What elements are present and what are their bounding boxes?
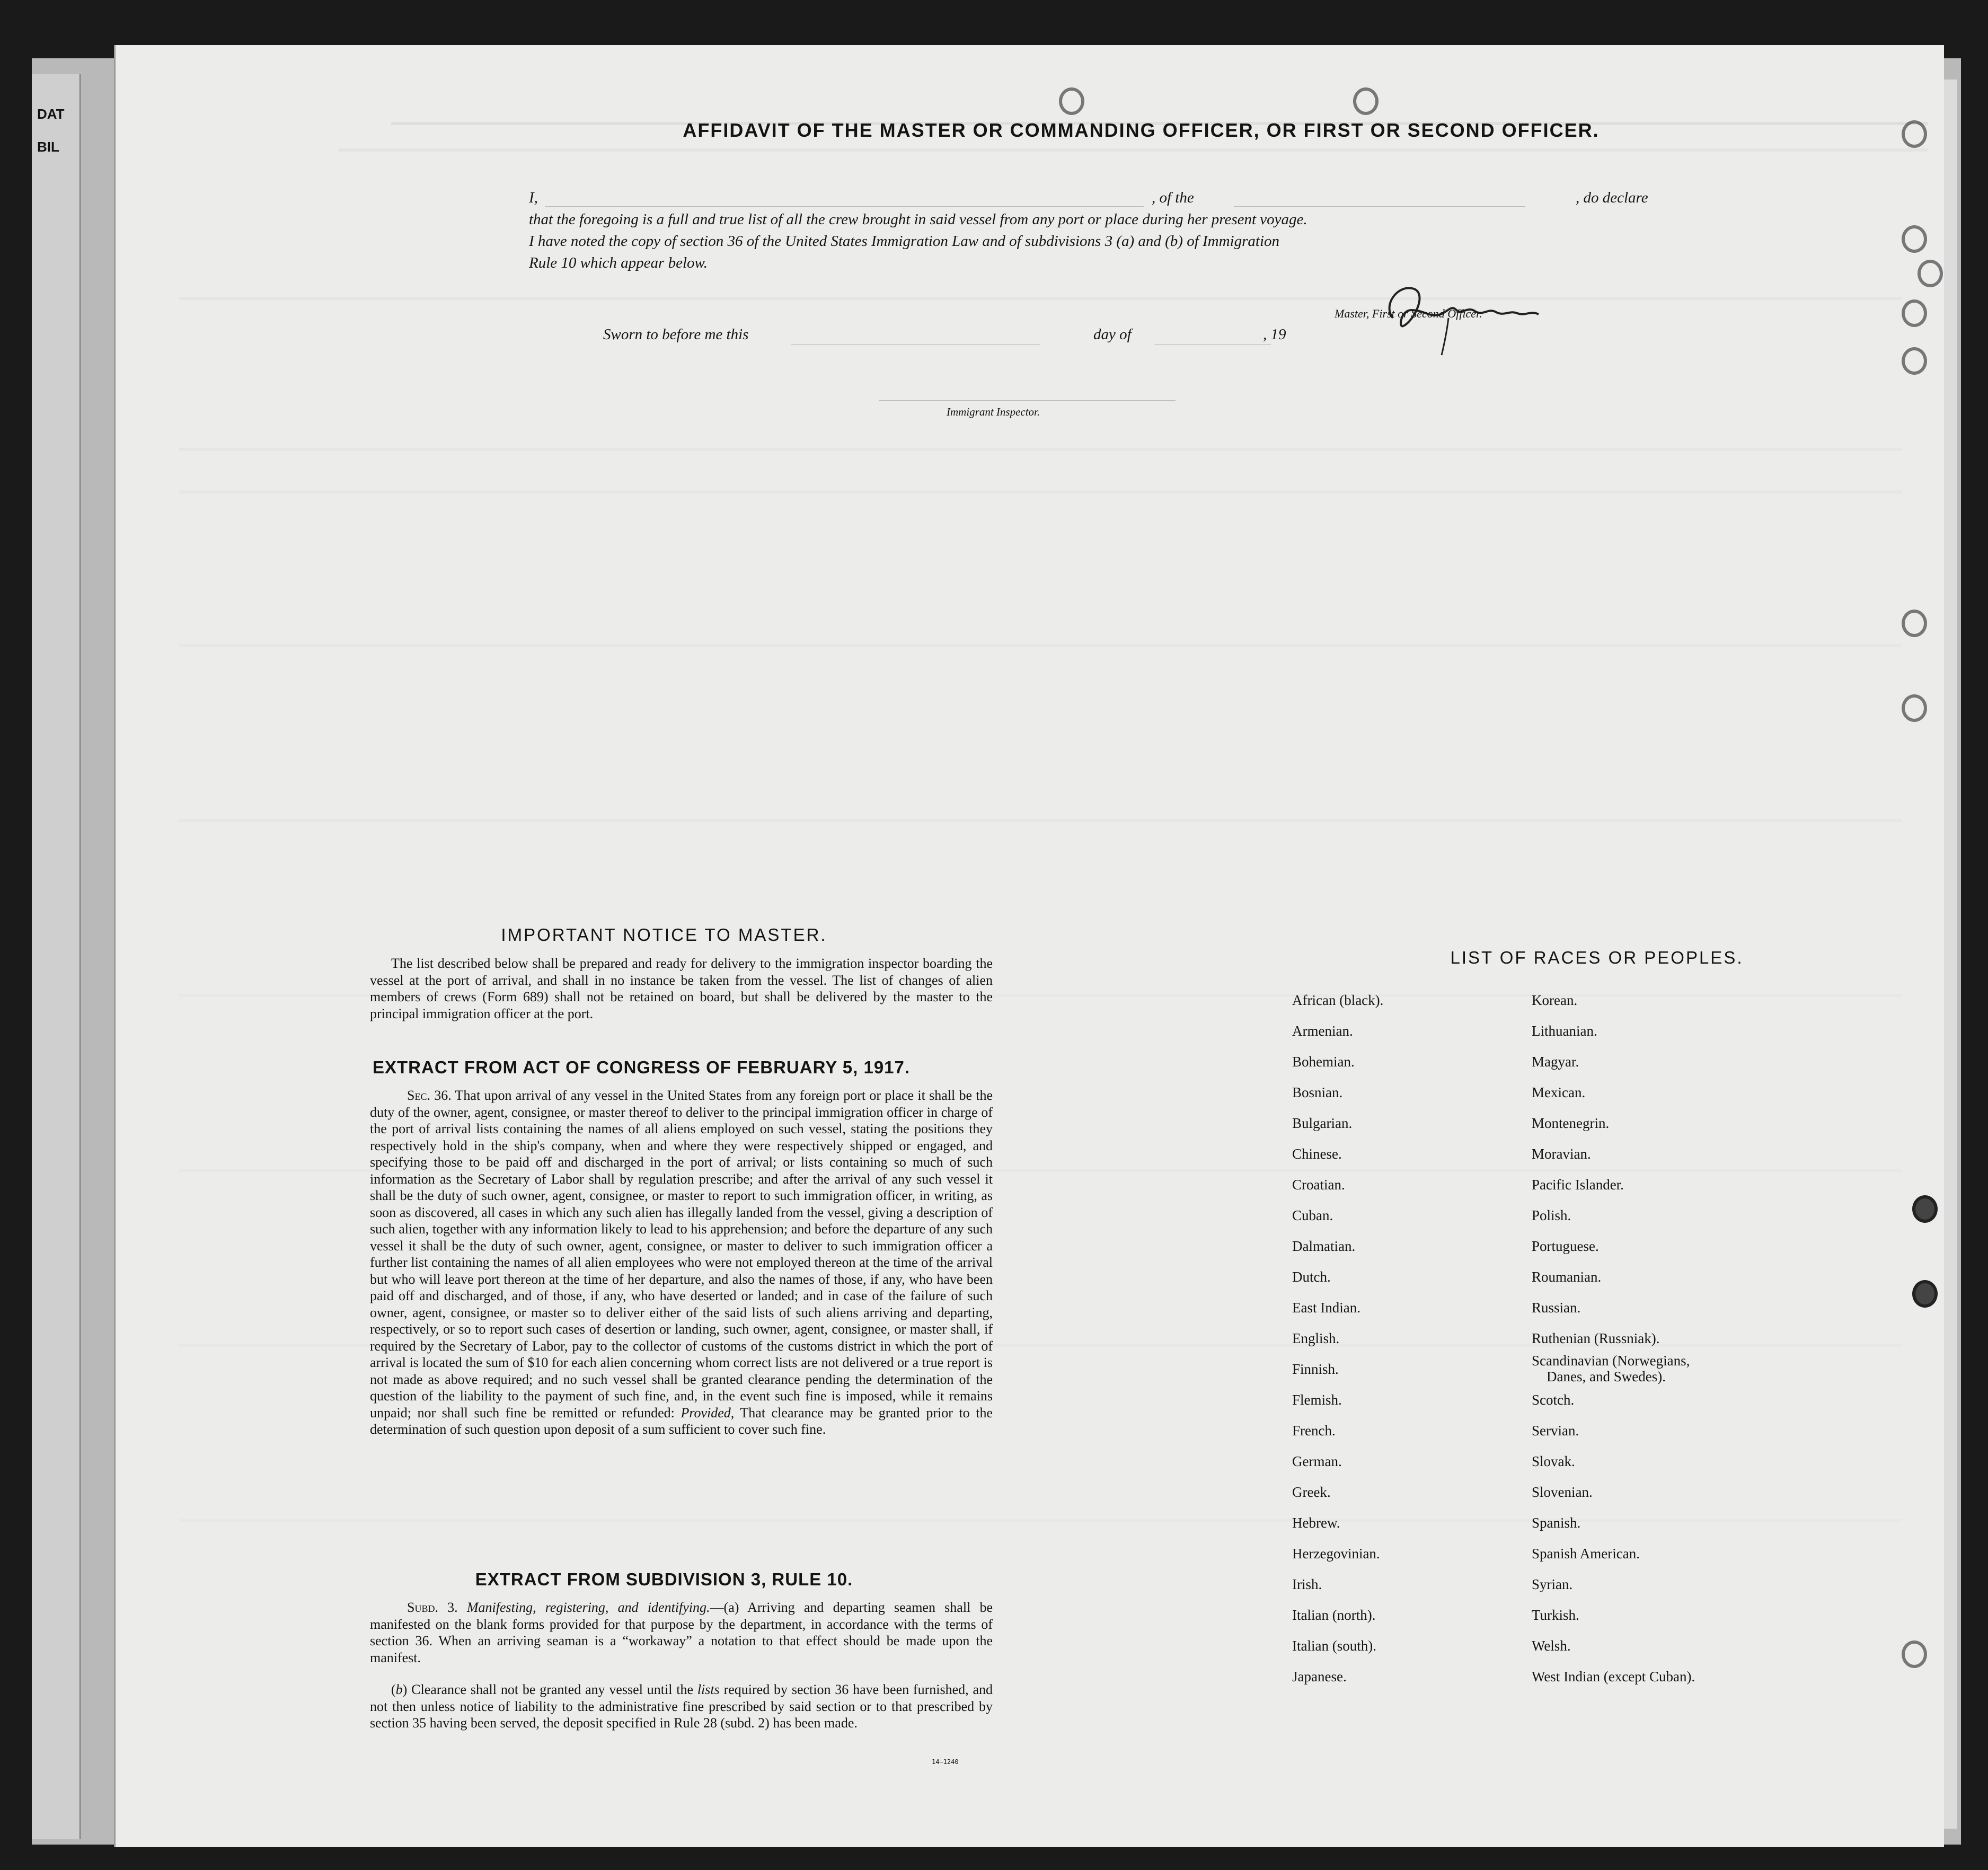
race-item: Syrian. <box>1532 1576 1573 1592</box>
race-item: Welsh. <box>1532 1638 1571 1654</box>
subdivision-3-b: (b) Clearance shall not be granted any vessel until the lists required by section 36 have been furnished, and not then unless notice of liability to the administrative fine prescribed by said section or to that prescribed by section 35 having been served, the deposit specified in Rule 28 (subd. 2) has been made. <box>370 1682 993 1731</box>
sworn-line <box>603 326 1292 347</box>
race-item: Dalmatian. <box>1292 1238 1356 1254</box>
race-item: Magyar. <box>1532 1054 1579 1070</box>
declarant-prefix: I, <box>529 189 538 206</box>
sworn-day-of: day of <box>1093 326 1132 343</box>
punch-hole <box>1902 225 1927 253</box>
punch-hole <box>1902 694 1927 722</box>
rule-extract-heading: EXTRACT FROM SUBDIVISION 3, RULE 10. <box>475 1569 853 1589</box>
subdivision-title: Manifesting, registering, and identifying. <box>466 1600 710 1615</box>
immigrant-inspector-label: Immigrant Inspector. <box>947 405 1040 418</box>
race-item: Bulgarian. <box>1292 1115 1353 1131</box>
race-item: Herzegovinian. <box>1292 1546 1380 1562</box>
section-label: Sec. 36. <box>407 1088 452 1103</box>
sworn-month-blank[interactable] <box>1154 344 1271 345</box>
sworn-year-prefix: , 19 <box>1263 326 1286 343</box>
race-item: Italian (north). <box>1292 1607 1376 1623</box>
race-item: Lithuanian. <box>1532 1023 1597 1039</box>
race-item: Montenegrin. <box>1532 1115 1610 1131</box>
strip-label-1: DAT <box>37 106 65 122</box>
left-page-strip <box>32 74 81 1839</box>
race-item: English. <box>1292 1330 1340 1346</box>
race-item: Cuban. <box>1292 1207 1333 1223</box>
affidavit-line-2: that the foregoing is a full and true list of all the crew brought in said vessel from any port or place during her present voyage. <box>529 211 1307 228</box>
section-36-body: That upon arrival of any vessel in the United States from any foreign port or place it shall be the duty of the owner, agent, consignee, or master thereof to deliver to the principal immigration officer in charge of the port of arrival lists containing the names of all aliens employed on such vessel, stating the positions they respectively hold in the ship's company, when and where they were respectively shipped or engaged, and specifying those to be paid off and discharged in the port of arrival; or lists containing so much of such information as the Secretary of Labor shall by regulation prescribe; and after the arrival of any such vessel it shall be the duty of such owner, agent, consignee, or master to report to such immigration officer, in writing, as soon as discovered, all cases in which any such alien has illegally landed from the vessel, giving a description of such alien, together with any information likely to lead to his apprehension; and before the departure of any such vessel it shall be the duty of such owner, agent, consignee, or master to deliver to such immigration officer a further list containing the names of all alien employees who were not employed thereon at the time of the arrival but who will leave port thereon at the time of her departure, and also the names of those, if any, who have been paid off and discharged, and of those, if any, who have deserted or landed; and in case of the failure of such owner, agent, consignee, or master so to deliver either of the said lists of such aliens arriving and departing, respectively, or so to report such cases of desertion or landing, such owner, agent, consignee, or master shall, if required by the Secretary of Labor, pay to the collector of customs of the customs district in which the port of arrival is located the sum of $10 for each alien concerning whom correct lists are not delivered or a true report is not made as above required; and no such vessel shall be granted clearance pending the determination of the question of the liability to the payment of such fine, and, in the event such fine is imposed, while it remains unpaid; nor shall such fine be remitted or refunded: <box>370 1088 993 1421</box>
race-item: African (black). <box>1292 992 1384 1008</box>
race-item: Slovenian. <box>1532 1484 1593 1500</box>
punch-hole <box>1918 260 1943 287</box>
race-item: Greek. <box>1292 1484 1331 1500</box>
punch-hole <box>1902 120 1927 148</box>
race-item: Scandinavian (Norwegians, <box>1532 1353 1690 1369</box>
affidavit-line-4: Rule 10 which appear below. <box>529 254 708 271</box>
race-item: Irish. <box>1292 1576 1322 1592</box>
punch-hole <box>1902 610 1927 637</box>
notice-title: IMPORTANT NOTICE TO MASTER. <box>501 925 827 945</box>
race-item: Croatian. <box>1292 1177 1345 1193</box>
affidavit-line-3: I have noted the copy of section 36 of the United States Immigration Law and of subdivisions 3 (a) and (b) of Immigration <box>529 233 1280 250</box>
vessel-name-blank[interactable] <box>1234 206 1525 207</box>
race-item: Turkish. <box>1532 1607 1579 1623</box>
section-36-text <box>370 1087 993 1438</box>
race-item: Flemish. <box>1292 1392 1342 1408</box>
race-item: Mexican. <box>1532 1084 1586 1100</box>
master-signature-label: Master, First or Second Officer. <box>1335 307 1482 320</box>
race-item: Finnish. <box>1292 1361 1339 1377</box>
race-item: Bosnian. <box>1292 1084 1343 1100</box>
race-item: Russian. <box>1532 1300 1581 1316</box>
race-item: Spanish American. <box>1532 1546 1640 1562</box>
race-item: Armenian. <box>1292 1023 1353 1039</box>
race-item: Moravian. <box>1532 1146 1591 1162</box>
declarant-name-blank[interactable] <box>545 206 1144 207</box>
subdivision-a-text: —(a) Arriving and departing seamen shall be manifested on the blank forms provided for that purpose by the department, in accordance with the terms of section 36. When an arriving seaman is a “workaway” a notation to that effect should be made upon the manifest. <box>370 1600 993 1665</box>
race-item: Roumanian. <box>1532 1269 1602 1285</box>
race-item: Polish. <box>1532 1207 1571 1223</box>
race-item: Chinese. <box>1292 1146 1342 1162</box>
race-item: Portuguese. <box>1532 1238 1599 1254</box>
form-page <box>114 45 1944 1847</box>
punch-hole <box>1912 1195 1938 1223</box>
sworn-prefix: Sworn to before me this <box>603 326 749 343</box>
act-extract-heading: EXTRACT FROM ACT OF CONGRESS OF FEBRUARY 5, 1917. <box>373 1057 911 1077</box>
subdivision-b-text: required by section 36 have been furnished, and not then unless notice of liability to the administrative fine prescribed by said section or to that prescribed by section 35 having been served, the deposit specified in Rule 28 (subd. 2) has been made. <box>370 1682 993 1731</box>
race-item: Scotch. <box>1532 1392 1575 1408</box>
vessel-prefix: , of the <box>1152 189 1194 206</box>
affidavit-body <box>529 187 1695 274</box>
race-item: East Indian. <box>1292 1300 1360 1316</box>
race-item: Italian (south). <box>1292 1638 1376 1654</box>
race-item: German. <box>1292 1453 1342 1469</box>
race-item: Spanish. <box>1532 1515 1581 1531</box>
provided-word: Provided, <box>681 1405 735 1421</box>
race-item: Danes, and Swedes). <box>1547 1369 1666 1384</box>
race-item: Pacific Islander. <box>1532 1177 1624 1193</box>
affidavit-line-1 <box>529 187 1695 209</box>
race-item: Japanese. <box>1292 1669 1347 1684</box>
sworn-day-blank[interactable] <box>791 344 1040 345</box>
punch-hole <box>1902 347 1927 375</box>
inspector-signature-line[interactable] <box>879 400 1176 401</box>
race-item: Dutch. <box>1292 1269 1331 1285</box>
form-number: 14—1240 <box>932 1758 959 1766</box>
subdivision-label: Subd. 3. <box>407 1600 458 1615</box>
affidavit-title: AFFIDAVIT OF THE MASTER OR COMMANDING OFFICER, OR FIRST OR SECOND OFFICER. <box>683 119 1600 141</box>
punch-hole <box>1059 87 1084 115</box>
races-title: LIST OF RACES OR PEOPLES. <box>1450 948 1744 967</box>
race-item: French. <box>1292 1423 1336 1439</box>
punch-hole <box>1912 1280 1938 1308</box>
race-item: Ruthenian (Russniak). <box>1532 1330 1660 1346</box>
race-item: Servian. <box>1532 1423 1579 1439</box>
race-item: Hebrew. <box>1292 1515 1340 1531</box>
punch-hole <box>1902 1640 1927 1668</box>
race-item: West Indian (except Cuban). <box>1532 1669 1695 1684</box>
punch-hole <box>1902 299 1927 327</box>
notice-text: The list described below shall be prepared and ready for delivery to the immigration inspector boarding the vessel at the port of arrival, and shall in no instance be taken from the vessel. The list of changes of alien members of crews (Form 689) shall not be retained on board, but shall be delivered by the master to the principal immigration officer at the port. <box>370 956 993 1021</box>
race-item: Korean. <box>1532 992 1578 1008</box>
section-36-end: That clearance may be granted prior to the determination of such question upon deposit of a sum sufficient to cover such fine. <box>370 1405 993 1437</box>
subdivision-3-a <box>370 1599 993 1666</box>
declare-suffix: , do declare <box>1576 189 1648 206</box>
race-item: Slovak. <box>1532 1453 1575 1469</box>
strip-label-2: BIL <box>37 139 59 155</box>
punch-hole <box>1353 87 1379 115</box>
race-item: Bohemian. <box>1292 1054 1355 1070</box>
